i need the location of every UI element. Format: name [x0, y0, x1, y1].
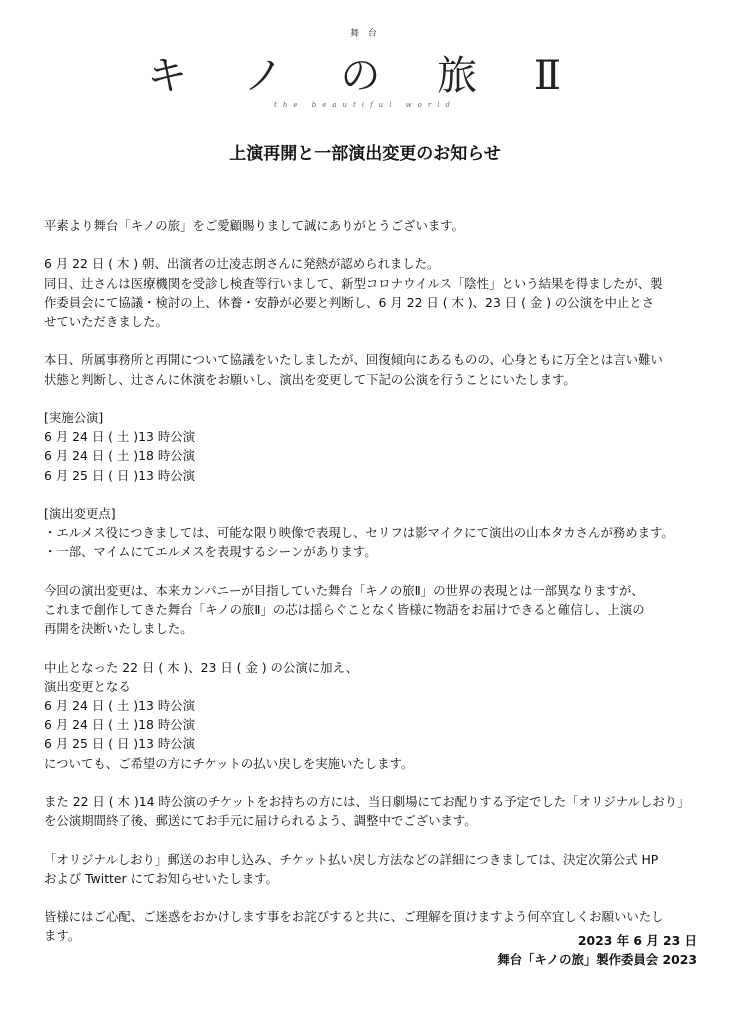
signature-organization: 舞台「キノの旅」製作委員会 2023 [497, 952, 697, 968]
paragraph-line: これまで創作してきた舞台「キノの旅Ⅱ」の芯は揺らぐことなく皆様に物語をお届けできると確信し、上演の [44, 601, 645, 617]
paragraph-line: についても、ご希望の方にチケットの払い戻しを実施いたします。 [44, 755, 414, 771]
notice-body [44, 216, 700, 965]
paragraph-line: 本日、所属事務所と再開について協議をいたしましたが、回復傾向にあるものの、心身ともに万全とは言い難い [44, 352, 663, 368]
paragraph-line: 作委員会にて協議・検討の上、休養・安静が必要と判断し、6 月 22 日 ( 木 )、23 日 ( 金 ) の公演を中止とさ [44, 294, 655, 310]
performances-list [44, 408, 700, 485]
paragraph-line: 平素より舞台「キノの旅」をご愛顧賜りまして誠にありがとうございます。 [44, 218, 465, 233]
greeting-paragraph [44, 216, 700, 235]
refund-paragraph [44, 658, 700, 773]
paragraph-line: 状態と判断し、辻さんに休演をお願いし、演出を変更して下記の公演を行うことにいたします。 [44, 371, 576, 387]
paragraph-line: 「オリジナルしおり」郵送のお申し込み、チケット払い戻し方法などの詳細につきましては、決定次第公式 HP [44, 851, 659, 867]
logo-subtitle: 舞 台 [350, 29, 380, 39]
performance-item: 6 月 25 日 ( 日 )13 時公演 [44, 736, 195, 752]
paragraph-line: 今回の演出変更は、本来カンパニーが目指していた舞台「キノの旅Ⅱ」の世界の表現とは一部異なりますが、 [44, 582, 644, 598]
decision-paragraph [44, 350, 700, 388]
performance-item: 6 月 24 日 ( 土 )18 時公演 [44, 448, 195, 464]
paragraph-line: 中止となった 22 日 ( 木 )、23 日 ( 金 ) の公演に加え、 [44, 659, 359, 675]
paragraph-line: 再開を決断いたしました。 [44, 621, 193, 637]
paragraph-line: 皆様にはご心配、ご迷惑をおかけします事をお詫びすると共に、ご理解を頂けますよう何卒宜しくお願いいたし [44, 909, 664, 925]
signature-block [497, 931, 697, 969]
notice-title: 上演再開と一部演出変更のお知らせ [229, 144, 501, 164]
paragraph-line: 演出変更となる [44, 678, 131, 694]
logo-title: キ ノ の 旅 Ⅱ [146, 53, 584, 99]
section-heading: [演出変更点] [44, 505, 116, 521]
paragraph-line: せていただきました。 [44, 314, 168, 329]
paragraph-line: ます。 [44, 928, 81, 944]
change-item: ・一部、マイムにてエルメスを表現するシーンがあります。 [44, 544, 377, 560]
details-paragraph [44, 850, 700, 888]
performance-item: 6 月 24 日 ( 土 )13 時公演 [44, 697, 195, 713]
signature-date: 2023 年 6 月 23 日 [577, 933, 697, 948]
direction-changes-list [44, 504, 700, 562]
logo-tagline: the beautiful world [274, 101, 456, 109]
paragraph-line: また 22 日 ( 木 )14 時公演のチケットをお持ちの方には、当日劇場にてお配りする予定でした「オリジナルしおり」 [44, 793, 690, 809]
performance-item: 6 月 25 日 ( 日 )13 時公演 [44, 467, 195, 483]
bookmark-paragraph [44, 792, 700, 830]
paragraph-line: 同日、辻さんは医療機関を受診し検査等行いまして、新型コロナウイルス「陰性」という結果を得ましたが、製 [44, 275, 663, 291]
paragraph-line: および Twitter にてお知らせいたします。 [44, 870, 278, 886]
change-item: ・エルメス役につきましては、可能な限り映像で表現し、セリフは影マイクにて演出の山本タカさんが務めます。 [44, 525, 674, 541]
performance-item: 6 月 24 日 ( 土 )13 時公演 [44, 429, 195, 445]
fever-report-paragraph [44, 254, 700, 331]
performance-item: 6 月 24 日 ( 土 )18 時公演 [44, 717, 195, 733]
section-heading: [実施公演] [44, 409, 104, 425]
paragraph-line: 6 月 22 日 ( 木 ) 朝、出演者の辻凌志朗さんに発熱が認められました。 [44, 256, 440, 272]
direction-change-explanation [44, 581, 700, 639]
paragraph-line: を公演期間終了後、郵送にてお手元に届けられるよう、調整中でございます。 [44, 813, 477, 829]
